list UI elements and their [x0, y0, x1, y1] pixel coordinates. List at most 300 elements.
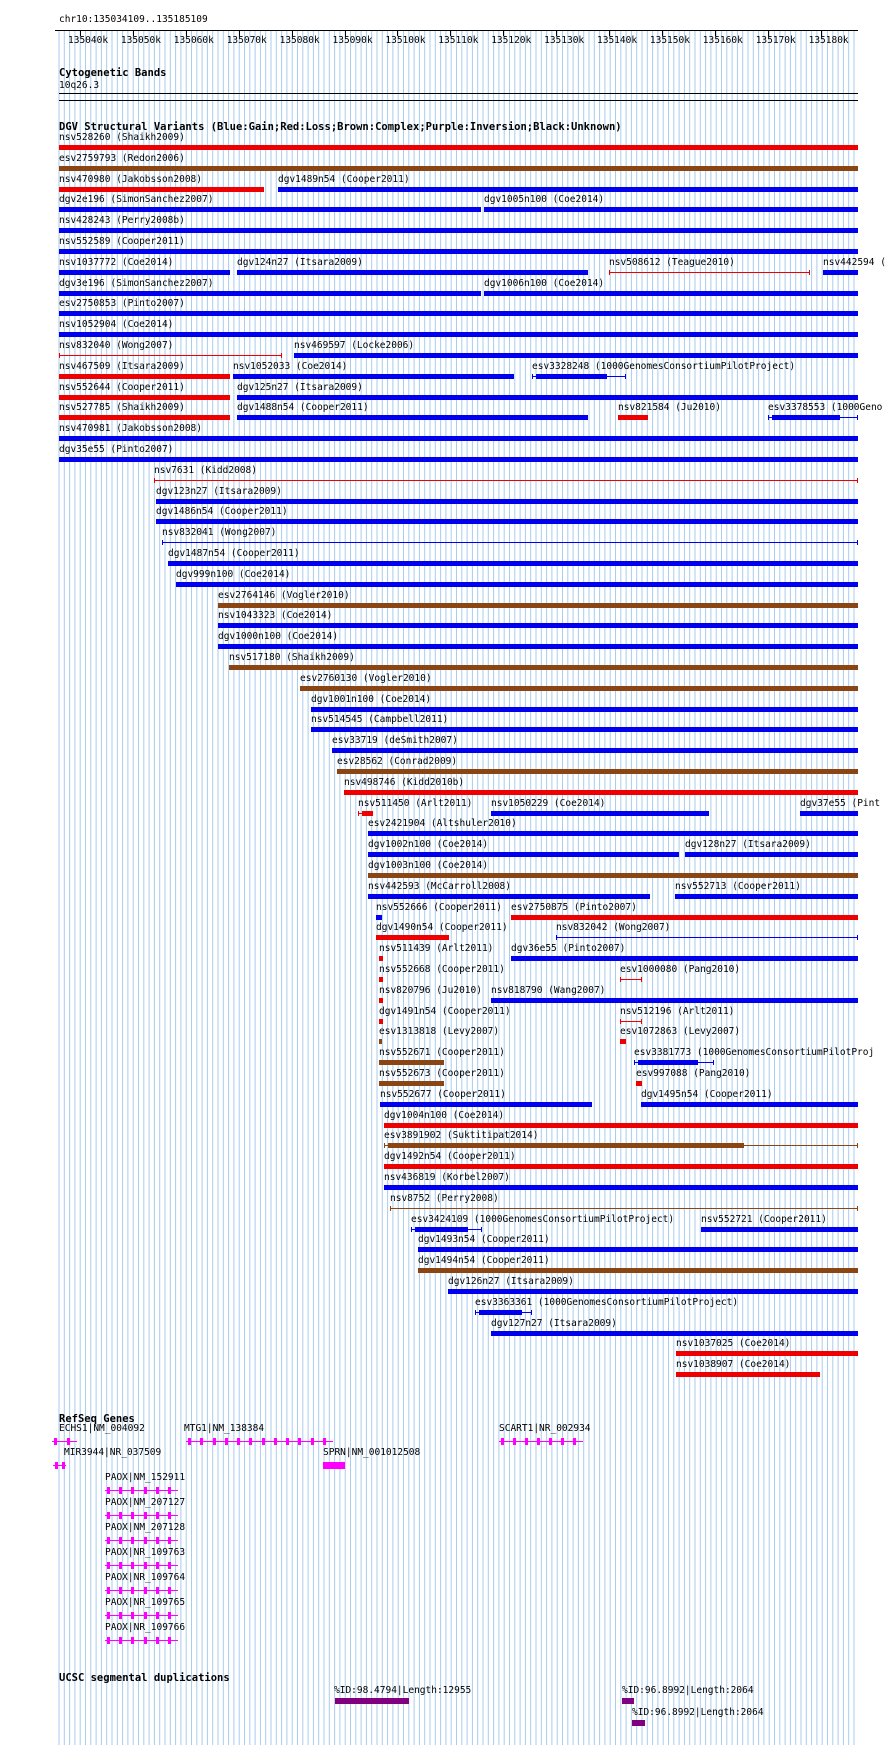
gene-exon	[119, 1487, 122, 1494]
ruler-tick-label: 135100k	[385, 35, 426, 46]
sv-bar	[59, 228, 858, 233]
gene-exon	[213, 1438, 216, 1445]
gene-exon	[156, 1487, 159, 1494]
sv-label: dgv3e196 (SimonSanchez2007)	[59, 277, 214, 289]
gene-exon	[144, 1587, 147, 1594]
sv-bar-thin	[390, 1208, 858, 1209]
sv-label: dgv1004n100 (Coe2014)	[384, 1109, 505, 1121]
sv-bar-thin	[154, 480, 858, 481]
sv-label: nsv528260 (Shaikh2009)	[59, 132, 185, 143]
gene-exon	[501, 1438, 504, 1445]
dgv-track-title: DGV Structural Variants (Blue:Gain;Red:Loss;Brown:Complex;Purple:Inversion;Black:Unknown)	[59, 121, 622, 133]
ruler-tick-label: 135140k	[597, 35, 638, 46]
gene-label: PAOX|NM_207127	[105, 1497, 186, 1508]
sv-label: esv3378553 (1000Geno	[768, 402, 883, 414]
gene-exon	[55, 1462, 58, 1469]
gene-label: MIR3944|NR_037509	[64, 1447, 162, 1458]
gene-exon	[62, 1462, 65, 1469]
sv-label: nsv1043323 (Coe2014)	[218, 610, 333, 622]
gene-exon	[107, 1637, 110, 1644]
gene-exon	[144, 1487, 147, 1494]
sv-bar	[294, 353, 858, 358]
sv-bar	[388, 1143, 744, 1148]
ruler-tick-label: 135040k	[68, 35, 109, 46]
sv-bar	[311, 707, 858, 712]
gene-exon	[323, 1438, 326, 1445]
sv-label: dgv124n27 (Itsara2009)	[237, 256, 363, 268]
sv-label: nsv469597 (Locke2006)	[294, 340, 415, 351]
sv-label: nsv442594 (	[823, 256, 886, 268]
sv-bar-cap	[768, 415, 769, 420]
sv-bar	[337, 769, 858, 774]
sv-bar	[384, 1164, 858, 1169]
sv-bar	[218, 623, 858, 628]
sv-label: nsv1052904 (Coe2014)	[59, 319, 174, 331]
sv-bar-cap	[641, 1019, 642, 1024]
sv-label: dgv1491n54 (Cooper2011)	[379, 1005, 511, 1017]
sv-bar	[379, 1081, 444, 1086]
sv-bar-cap	[713, 1060, 714, 1065]
sv-label: nsv8752 (Perry2008)	[390, 1192, 499, 1204]
sv-label: nsv552666 (Cooper2011)	[376, 901, 502, 913]
sv-bar	[368, 873, 858, 878]
segdup-label: %ID:98.4794|Length:12955	[334, 1685, 472, 1696]
sv-label: nsv1050229 (Coe2014)	[491, 797, 606, 809]
sv-bar-cap	[481, 1227, 482, 1232]
gene-label: SPRN|NM_001012508	[323, 1447, 421, 1458]
ruler-baseline	[55, 30, 858, 31]
gene-exon	[513, 1438, 516, 1445]
sv-label: nsv832041 (Wong2007)	[162, 527, 277, 539]
sv-bar-cap	[857, 1206, 858, 1211]
sv-label: dgv1002n100 (Coe2014)	[368, 839, 489, 851]
ruler-tick-label: 135060k	[173, 35, 214, 46]
sv-label: nsv470980 (Jakobsson2008)	[59, 173, 202, 185]
sv-label: dgv128n27 (Itsara2009)	[685, 839, 811, 851]
sv-bar-cap	[281, 353, 282, 358]
gene-exon	[107, 1562, 110, 1569]
gene-exon	[200, 1438, 203, 1445]
sv-bar	[379, 998, 383, 1003]
sv-label: dgv1493n54 (Cooper2011)	[418, 1234, 550, 1246]
sv-bar-cap	[857, 935, 858, 940]
sv-bar	[636, 1081, 642, 1086]
sv-bar-cap	[59, 353, 60, 358]
gene-exon	[156, 1562, 159, 1569]
sv-label: nsv821584 (Ju2010)	[618, 402, 721, 414]
sv-label: nsv1037772 (Coe2014)	[59, 256, 174, 268]
sv-bar	[479, 1310, 522, 1315]
sv-label: nsv511439 (Arlt2011)	[379, 943, 494, 955]
sv-bar-cap	[857, 478, 858, 483]
sv-label: dgv35e55 (Pinto2007)	[59, 444, 174, 455]
sv-bar	[511, 956, 858, 961]
gene-exon	[323, 1462, 345, 1469]
ruler-tick-label: 135180k	[808, 35, 849, 46]
gene-label: SCART1|NR_002934	[499, 1423, 591, 1434]
sv-bar	[332, 748, 858, 753]
refseq-track-title: RefSeq Genes	[59, 1413, 135, 1425]
sv-bar	[384, 1185, 858, 1190]
sv-label: dgv37e55 (Pint	[800, 797, 881, 809]
sv-bar	[620, 1039, 626, 1044]
gene-label: PAOX|NM_152911	[105, 1472, 186, 1483]
segdup-bar	[632, 1720, 645, 1726]
sv-label: esv33719 (deSmith2007)	[332, 735, 458, 747]
gene-exon	[168, 1537, 171, 1544]
ruler-tick-label: 135130k	[544, 35, 585, 46]
sv-bar	[384, 1123, 858, 1128]
sv-bar-thin	[609, 272, 810, 273]
gene-exon	[561, 1438, 564, 1445]
sv-bar	[218, 603, 858, 608]
sv-label: nsv1037025 (Coe2014)	[676, 1338, 791, 1350]
sv-bar-cap	[556, 935, 557, 940]
sv-bar-cap	[154, 478, 155, 483]
sv-label: nsv552721 (Cooper2011)	[701, 1213, 827, 1225]
sv-label: nsv7631 (Kidd2008)	[154, 464, 257, 476]
ruler-tick-label: 135170k	[755, 35, 796, 46]
gene-exon	[168, 1612, 171, 1619]
gene-exon	[144, 1562, 147, 1569]
ruler-tick-label: 135120k	[491, 35, 532, 46]
sv-label: nsv832040 (Wong2007)	[59, 340, 174, 351]
sv-label: nsv512196 (Arlt2011)	[620, 1005, 735, 1017]
sv-label: dgv2e196 (SimonSanchez2007)	[59, 194, 214, 206]
gene-label: ECHS1|NM_004092	[59, 1423, 145, 1434]
gene-exon	[188, 1438, 191, 1445]
sv-bar-cap	[620, 977, 621, 982]
sv-label: esv1072863 (Levy2007)	[620, 1026, 741, 1038]
sv-bar	[176, 582, 858, 587]
sv-bar-cap	[634, 1060, 635, 1065]
gene-label: PAOX|NR_109765	[105, 1597, 186, 1608]
sv-label: esv3363361 (1000GenomesConsortiumPilotProject)	[475, 1296, 739, 1308]
gene-exon	[525, 1438, 528, 1445]
sv-label: nsv428243 (Perry2008b)	[59, 215, 185, 227]
gene-exon	[156, 1537, 159, 1544]
sv-label: nsv552671 (Cooper2011)	[379, 1047, 505, 1059]
sv-bar	[484, 207, 858, 212]
sv-label: nsv552589 (Cooper2011)	[59, 236, 185, 247]
sv-label: dgv1000n100 (Coe2014)	[218, 631, 339, 643]
gene-label: PAOX|NR_109766	[105, 1622, 186, 1633]
sv-bar	[59, 145, 858, 150]
gene-exon	[168, 1562, 171, 1569]
sv-label: esv2750853 (Pinto2007)	[59, 298, 185, 310]
gene-exon	[131, 1637, 134, 1644]
sv-bar	[59, 332, 858, 337]
sv-bar	[701, 1227, 858, 1232]
gene-exon	[156, 1637, 159, 1644]
gene-exon	[168, 1587, 171, 1594]
gene-exon	[156, 1587, 159, 1594]
sv-bar	[641, 1102, 858, 1107]
sv-label: nsv527785 (Shaikh2009)	[59, 402, 185, 414]
sv-label: nsv818790 (Wang2007)	[491, 984, 606, 996]
sv-label: nsv442593 (McCarroll2008)	[368, 880, 511, 892]
cytoband-separator	[59, 93, 858, 94]
sv-bar	[168, 561, 858, 566]
sv-bar	[344, 790, 858, 795]
gene-exon	[131, 1487, 134, 1494]
sv-label: esv1000080 (Pang2010)	[620, 964, 741, 975]
sv-bar-cap	[162, 540, 163, 545]
gene-exon	[131, 1612, 134, 1619]
sv-bar	[379, 977, 383, 982]
sv-bar-cap	[475, 1310, 476, 1315]
sv-label: nsv517180 (Shaikh2009)	[229, 652, 355, 663]
sv-bar	[380, 1102, 592, 1107]
sv-label: nsv436819 (Korbel2007)	[384, 1172, 510, 1183]
gene-exon	[131, 1587, 134, 1594]
gene-exon	[107, 1487, 110, 1494]
sv-bar-cap	[857, 1143, 858, 1148]
sv-bar	[676, 1372, 820, 1377]
sv-bar	[448, 1289, 858, 1294]
sv-label: esv2759793 (Redon2006)	[59, 152, 185, 164]
ruler-tick-label: 135080k	[279, 35, 320, 46]
gene-label: PAOX|NR_109764	[105, 1572, 186, 1583]
sv-bar	[368, 894, 650, 899]
gene-exon	[107, 1612, 110, 1619]
sv-bar	[418, 1247, 858, 1252]
ruler-tick-label: 135150k	[649, 35, 690, 46]
sv-bar	[379, 956, 383, 961]
sv-bar	[368, 831, 858, 836]
sv-bar-cap	[625, 374, 626, 379]
sv-label: esv3424109 (1000GenomesConsortiumPilotProject)	[411, 1213, 675, 1225]
sv-label: dgv127n27 (Itsara2009)	[491, 1317, 617, 1329]
gene-exon	[298, 1438, 301, 1445]
gene-exon	[131, 1537, 134, 1544]
sv-label: esv2750875 (Pinto2007)	[511, 901, 637, 913]
sv-bar	[823, 270, 858, 275]
sv-label: nsv552713 (Cooper2011)	[675, 880, 801, 892]
gene-exon	[144, 1512, 147, 1519]
sv-bar-cap	[609, 270, 610, 275]
sv-bar	[59, 395, 230, 400]
sv-label: dgv123n27 (Itsara2009)	[156, 485, 282, 497]
segdup-track-title: UCSC segmental duplications	[59, 1672, 230, 1684]
sv-bar-thin	[162, 542, 858, 543]
segdup-bar	[622, 1698, 634, 1704]
sv-bar-cap	[620, 1019, 621, 1024]
sv-label: nsv1038907 (Coe2014)	[676, 1359, 791, 1371]
sv-label: nsv508612 (Teague2010)	[609, 256, 735, 268]
segdup-label: %ID:96.8992|Length:2064	[622, 1685, 754, 1696]
sv-bar-cap	[531, 1310, 532, 1315]
sv-label: dgv1005n100 (Coe2014)	[484, 194, 605, 206]
gene-exon	[144, 1537, 147, 1544]
gene-exon	[537, 1438, 540, 1445]
sv-bar-cap	[384, 1143, 385, 1148]
sv-bar	[229, 665, 858, 670]
sv-label: dgv1486n54 (Cooper2011)	[156, 506, 288, 518]
gene-exon	[311, 1438, 314, 1445]
segdup-bar	[335, 1698, 409, 1704]
gene-exon	[274, 1438, 277, 1445]
sv-label: dgv1001n100 (Coe2014)	[311, 693, 432, 705]
gene-exon	[237, 1438, 240, 1445]
sv-label: nsv832042 (Wong2007)	[556, 922, 671, 934]
gene-exon	[131, 1512, 134, 1519]
sv-bar	[59, 207, 481, 212]
ruler-position: chr10:135034109..135185109	[59, 14, 208, 25]
sv-label: dgv1489n54 (Cooper2011)	[278, 173, 410, 185]
sv-bar	[156, 519, 858, 524]
sv-bar	[59, 249, 858, 254]
sv-label: nsv470981 (Jakobsson2008)	[59, 423, 202, 435]
sv-bar-thin	[620, 979, 642, 980]
sv-label: dgv1490n54 (Cooper2011)	[376, 922, 508, 934]
sv-bar	[59, 311, 858, 316]
gene-exon	[107, 1537, 110, 1544]
sv-label: nsv552677 (Cooper2011)	[380, 1088, 506, 1100]
gene-exon	[119, 1612, 122, 1619]
sv-bar-thin	[620, 1021, 642, 1022]
ruler-tick-label: 135070k	[226, 35, 267, 46]
gene-exon	[168, 1637, 171, 1644]
sv-label: dgv1492n54 (Cooper2011)	[384, 1151, 516, 1163]
sv-bar	[685, 852, 858, 857]
gene-label: PAOX|NM_207128	[105, 1522, 186, 1533]
sv-label: esv3381773 (1000GenomesConsortiumPilotProj	[634, 1047, 875, 1059]
gene-exon	[549, 1438, 552, 1445]
sv-bar	[156, 499, 858, 504]
sv-bar	[376, 915, 382, 920]
gene-label: PAOX|NR_109763	[105, 1547, 186, 1558]
gene-exon	[119, 1562, 122, 1569]
sv-bar	[800, 811, 858, 816]
sv-label: esv997088 (Pang2010)	[636, 1068, 751, 1079]
sv-bar	[237, 395, 858, 400]
sv-bar-cap	[641, 977, 642, 982]
sv-bar-cap	[857, 415, 858, 420]
ruler-tick-label: 135160k	[702, 35, 743, 46]
gene-exon	[225, 1438, 228, 1445]
sv-bar	[676, 1351, 858, 1356]
gene-label: MTG1|NM_138384	[184, 1423, 265, 1434]
gene-exon	[249, 1438, 252, 1445]
sv-label: dgv1494n54 (Cooper2011)	[418, 1255, 550, 1267]
sv-label: esv2421904 (Altshuler2010)	[368, 818, 517, 830]
sv-bar	[368, 852, 679, 857]
sv-label: dgv1003n100 (Coe2014)	[368, 860, 489, 871]
sv-bar	[415, 1227, 468, 1232]
sv-bar	[511, 915, 858, 920]
sv-label: esv3891902 (Suktitipat2014)	[384, 1130, 539, 1142]
sv-bar	[59, 374, 230, 379]
sv-label: dgv125n27 (Itsara2009)	[237, 381, 363, 393]
sv-bar	[379, 1060, 444, 1065]
gene-exon	[144, 1637, 147, 1644]
sv-label: dgv126n27 (Itsara2009)	[448, 1276, 574, 1287]
sv-label: dgv1495n54 (Cooper2011)	[641, 1088, 773, 1100]
sv-bar	[300, 686, 858, 691]
sv-label: dgv1487n54 (Cooper2011)	[168, 548, 300, 559]
sv-bar-cap	[411, 1227, 412, 1232]
gene-exon	[119, 1637, 122, 1644]
gene-intron-line	[499, 1441, 583, 1442]
gene-exon	[67, 1438, 70, 1445]
sv-bar	[59, 436, 858, 441]
sv-bar	[379, 1039, 382, 1044]
gene-exon	[54, 1438, 57, 1445]
gene-exon	[107, 1587, 110, 1594]
ruler-tick-label: 135050k	[120, 35, 161, 46]
sv-bar	[59, 457, 858, 462]
gene-exon	[119, 1537, 122, 1544]
cytobands-title: Cytogenetic Bands	[59, 67, 167, 79]
sv-bar	[491, 1331, 858, 1336]
gene-exon	[119, 1587, 122, 1594]
sv-bar	[675, 894, 858, 899]
gene-exon	[262, 1438, 265, 1445]
sv-bar	[376, 935, 449, 940]
sv-bar	[484, 291, 858, 296]
gene-exon	[286, 1438, 289, 1445]
sv-label: nsv1052033 (Coe2014)	[233, 360, 348, 372]
sv-label: dgv1488n54 (Cooper2011)	[237, 402, 369, 414]
sv-bar	[59, 415, 230, 420]
sv-label: esv2764146 (Vogler2010)	[218, 589, 350, 601]
gene-exon	[168, 1512, 171, 1519]
sv-bar	[311, 727, 858, 732]
sv-label: nsv467509 (Itsara2009)	[59, 360, 185, 372]
sv-label: esv3328248 (1000GenomesConsortiumPilotProject)	[532, 360, 796, 372]
sv-bar	[536, 374, 607, 379]
sv-bar-cap	[532, 374, 533, 379]
gene-exon	[131, 1562, 134, 1569]
sv-bar-cap	[857, 540, 858, 545]
sv-label: esv28562 (Conrad2009)	[337, 756, 458, 767]
sv-label: esv2760130 (Vogler2010)	[300, 672, 432, 684]
sv-bar	[218, 644, 858, 649]
sv-label: nsv514545 (Campbell2011)	[311, 714, 449, 726]
gene-exon	[156, 1512, 159, 1519]
sv-bar-thin	[59, 355, 282, 356]
sv-label: nsv552668 (Cooper2011)	[379, 964, 505, 975]
sv-label: nsv820796 (Ju2010)	[379, 984, 482, 996]
sv-bar	[618, 415, 648, 420]
sv-label: dgv999n100 (Coe2014)	[176, 568, 291, 580]
sv-label: nsv552644 (Cooper2011)	[59, 381, 185, 393]
sv-label: nsv552673 (Cooper2011)	[379, 1068, 505, 1079]
sv-bar	[59, 291, 481, 296]
sv-bar	[237, 270, 588, 275]
gene-exon	[119, 1512, 122, 1519]
sv-bar	[278, 187, 858, 192]
sv-bar	[491, 998, 858, 1003]
sv-bar	[638, 1060, 698, 1065]
sv-bar	[59, 270, 230, 275]
sv-bar	[233, 374, 514, 379]
sv-bar	[379, 1019, 383, 1024]
sv-bar	[418, 1268, 858, 1273]
ruler-tick-label: 135110k	[438, 35, 479, 46]
sv-bar-cap	[390, 1206, 391, 1211]
gene-exon	[107, 1512, 110, 1519]
gene-exon	[156, 1612, 159, 1619]
sv-label: dgv1006n100 (Coe2014)	[484, 277, 605, 289]
sv-bar	[772, 415, 840, 420]
sv-bar	[59, 187, 264, 192]
gene-exon	[168, 1487, 171, 1494]
gene-exon	[573, 1438, 576, 1445]
gene-exon	[144, 1612, 147, 1619]
sv-bar	[59, 166, 858, 171]
